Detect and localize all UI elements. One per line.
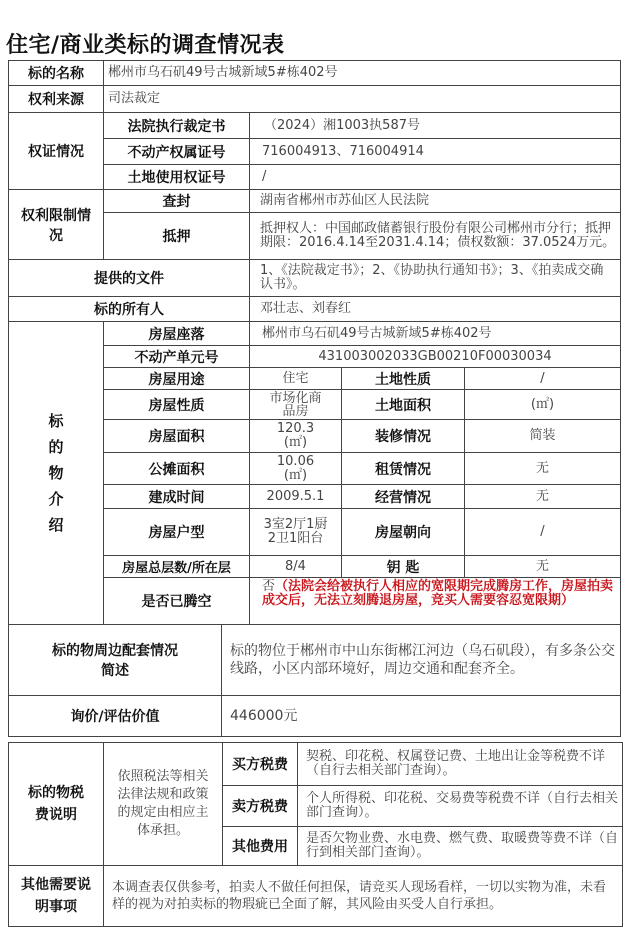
location-label: 房屋座落 xyxy=(103,321,250,346)
cert-label: 权证情况 xyxy=(8,112,104,190)
keys-label: 钥 匙 xyxy=(341,555,465,578)
docs-value: 1、《法院裁定书》；2、《协助执行通知书》；3、《拍卖成交确认书》。 xyxy=(249,259,621,297)
decor-value: 简装 xyxy=(464,419,621,453)
lease-value: 无 xyxy=(464,452,621,485)
house-area-label: 房屋面积 xyxy=(103,419,250,453)
mortgage-label: 抵押 xyxy=(103,212,250,260)
land-nature-label: 土地性质 xyxy=(341,367,465,390)
land-cert-label: 土地使用权证号 xyxy=(103,164,250,190)
use-label: 房屋用途 xyxy=(103,367,250,390)
buyer-tax-value: 契税、印花税、权属登记费、土地出让金等税费不详（自行去相关部门查询）。 xyxy=(297,742,623,786)
vacated-prefix: 否 xyxy=(262,579,276,594)
seal-label: 查封 xyxy=(103,189,250,213)
court-ruling-value: （2024）湘1003执587号 xyxy=(249,112,621,139)
house-area-value: 120.3 (㎡) xyxy=(249,419,342,453)
surroundings-value: 标的物位于郴州市中山东街郴江河边（乌石矶段），有多条公交线路，小区内部环境好，周边交通和配套齐全。 xyxy=(221,624,621,696)
land-area-label: 土地面积 xyxy=(341,389,465,420)
floors-value: 8/4 xyxy=(249,555,342,578)
shared-area-value: 10.06 (㎡) xyxy=(249,452,342,485)
build-time-label: 建成时间 xyxy=(103,484,250,509)
tax-label: 标的物税费说明 xyxy=(8,742,104,866)
source-value: 司法裁定 xyxy=(103,85,621,113)
court-ruling-label: 法院执行裁定书 xyxy=(103,112,250,139)
intro-side-char: 介 xyxy=(48,490,64,508)
land-nature-value: / xyxy=(464,367,621,390)
shared-area-label: 公摊面积 xyxy=(103,452,250,485)
price-value: 446000元 xyxy=(221,695,621,737)
name-label: 标的名称 xyxy=(8,60,104,86)
mortgage-value: 抵押权人：中国邮政储蓄银行股份有限公司郴州市分行；抵押期限：2016.4.14至2031.4.14；债权数额：37.0524万元。 xyxy=(249,212,621,260)
floors-label: 房屋总层数/所在层 xyxy=(103,555,250,578)
property-cert-value: 716004913、716004914 xyxy=(249,138,621,165)
buyer-tax-label: 买方税费 xyxy=(222,742,298,786)
notes-label: 其他需要说明事项 xyxy=(8,865,104,927)
vacated-note: （法院会给被执行人相应的宽限期完成腾房工作，房屋拍卖成交后，无法立刻腾退房屋，竞买人需要容忍宽限期） xyxy=(262,579,614,608)
intro-side-char: 标 xyxy=(48,412,64,430)
unit-value: 431003002033GB00210F00030034 xyxy=(249,345,621,368)
operation-value: 无 xyxy=(464,484,621,509)
owner-label: 标的所有人 xyxy=(8,296,250,322)
build-time-value: 2009.5.1 xyxy=(249,484,342,509)
page-title: 住宅/商业类标的调查情况表 xyxy=(6,33,285,58)
seller-tax-label: 卖方税费 xyxy=(222,785,298,827)
vacated-label: 是否已腾空 xyxy=(103,577,250,625)
house-nature-value: 市场化商品房 xyxy=(249,389,342,420)
restriction-label: 权利限制情况 xyxy=(8,189,104,260)
surroundings-label: 标的物周边配套情况简述 xyxy=(8,624,222,696)
decor-label: 装修情况 xyxy=(341,419,465,453)
intro-side-char: 绍 xyxy=(48,516,64,534)
name-value: 郴州市乌石矶49号古城新域5#栋402号 xyxy=(103,60,621,86)
use-value: 住宅 xyxy=(249,367,342,390)
intro-side-label xyxy=(8,321,104,625)
layout-label: 房屋户型 xyxy=(103,508,250,556)
keys-value: 无 xyxy=(464,555,621,578)
seal-value: 湖南省郴州市苏仙区人民法院 xyxy=(249,189,621,213)
land-cert-value: / xyxy=(249,164,621,190)
other-fee-label: 其他费用 xyxy=(222,826,298,866)
price-label: 询价/评估价值 xyxy=(8,695,222,737)
tax-basis: 依照税法等相关法律法规和政策的规定由相应主体承担。 xyxy=(103,742,223,866)
operation-label: 经营情况 xyxy=(341,484,465,509)
land-area-value: (㎡) xyxy=(464,389,621,420)
other-fee-value: 是否欠物业费、水电费、燃气费、取暖费等费不详（自行到相关部门查询）。 xyxy=(297,826,623,866)
owner-value: 邓壮志、刘春红 xyxy=(249,296,621,322)
intro-side-char: 物 xyxy=(48,464,64,482)
docs-label: 提供的文件 xyxy=(8,259,250,297)
orientation-label: 房屋朝向 xyxy=(341,508,465,556)
seller-tax-value: 个人所得税、印花税、交易费等税费不详（自行去相关部门查询）。 xyxy=(297,785,623,827)
intro-side-char: 的 xyxy=(48,438,64,456)
location-value: 郴州市乌石矶49号古城新域5#栋402号 xyxy=(249,321,621,346)
house-nature-label: 房屋性质 xyxy=(103,389,250,420)
orientation-value: / xyxy=(464,508,621,556)
lease-label: 租赁情况 xyxy=(341,452,465,485)
vacated-value xyxy=(249,577,621,625)
unit-label: 不动产单元号 xyxy=(103,345,250,368)
notes-value: 本调查表仅供参考，拍卖人不做任何担保，请竞买人现场看样，一切以实物为准，未看样的视为对拍卖标的物瑕疵已全面了解，其风险由买受人自行承担。 xyxy=(103,865,623,927)
layout-value: 3室2厅1厨 2卫1阳台 xyxy=(249,508,342,556)
source-label: 权利来源 xyxy=(8,85,104,113)
property-cert-label: 不动产权属证号 xyxy=(103,138,250,165)
